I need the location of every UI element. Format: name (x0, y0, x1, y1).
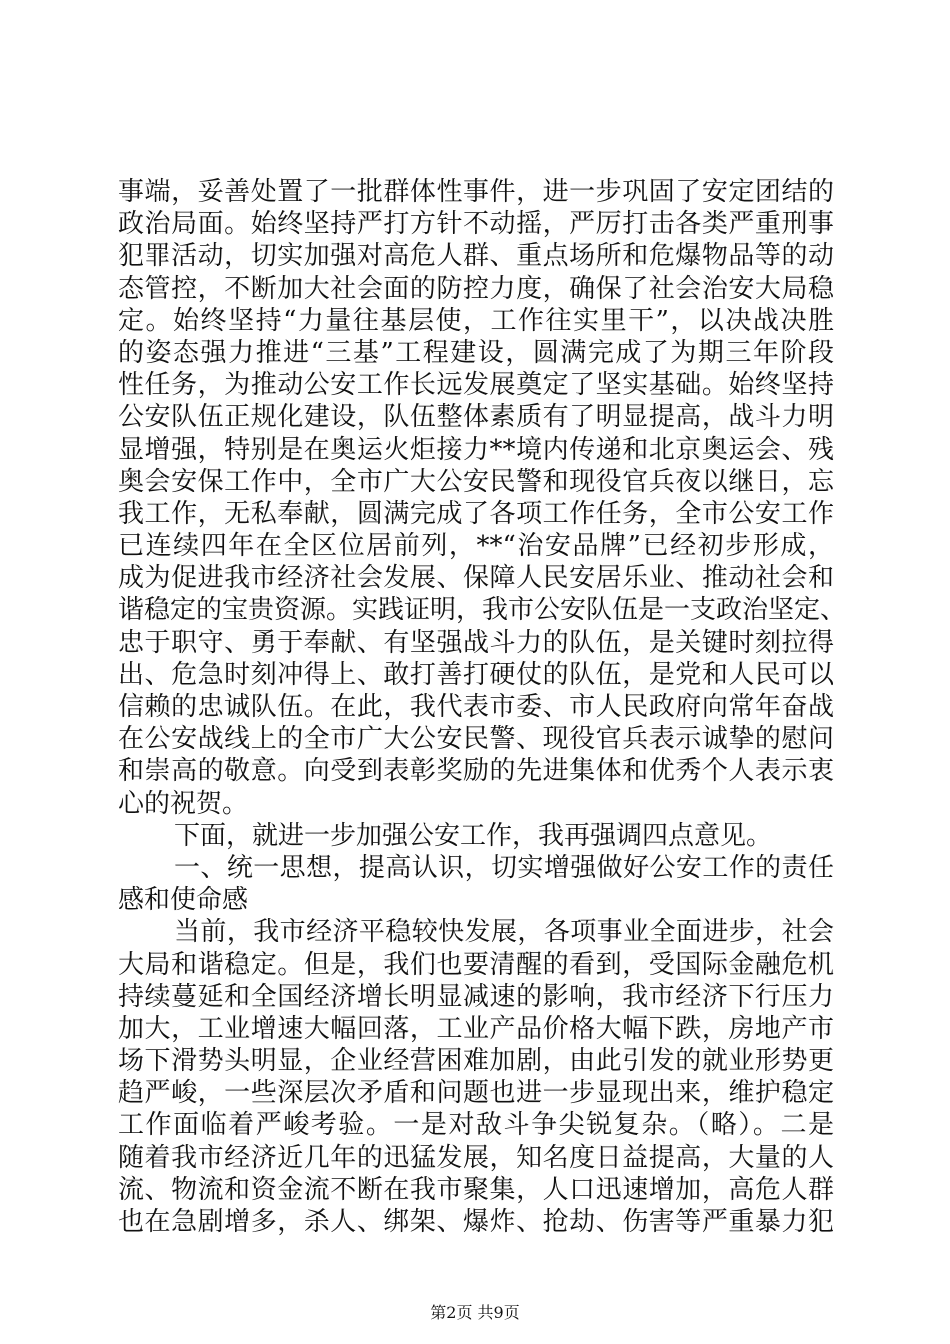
text-line: 性任务，为推动公安工作长远发展奠定了坚实基础。始终坚持 (118, 370, 834, 401)
text-line: 谐稳定的宝贵资源。实践证明，我市公安队伍是一支政治坚定、 (118, 595, 847, 626)
text-line: 奥会安保工作中，全市广大公安民警和现役官兵夜以继日，忘 (118, 466, 834, 497)
text-line: 场下滑势头明显，企业经营困难加剧，由此引发的就业形势更 (118, 1046, 834, 1077)
page-number: 第2页 共9页 (430, 1303, 520, 1322)
text-line: 和崇高的敬意。向受到表彰奖励的先进集体和优秀个人表示衷 (118, 756, 834, 787)
text-line: 忠于职守、勇于奉献、有坚强战斗力的队伍，是关键时刻拉得 (118, 627, 834, 658)
text-line: 趋严峻，一些深层次矛盾和问题也进一步显现出来，维护稳定 (118, 1078, 834, 1109)
text-line: 定。始终坚持“力量往基层使，工作往实里干”，以决战决胜 (118, 305, 834, 336)
text-line: 出、危急时刻冲得上、敢打善打硬仗的队伍，是党和人民可以 (118, 659, 834, 690)
text-line: 工作面临着严峻考验。一是对敌斗争尖锐复杂。（略）。二是 (118, 1110, 834, 1141)
text-line: 事端，妥善处置了一批群体性事件，进一步巩固了安定团结的 (118, 177, 834, 207)
section-heading-line: 一、统一思想，提高认识，切实增强做好公安工作的责任 (174, 852, 834, 883)
text-line: 也在急剧增多，杀人、绑架、爆炸、抢劫、伤害等严重暴力犯 (118, 1207, 834, 1237)
text-line: 随着我市经济近几年的迅猛发展，知名度日益提高，大量的人 (118, 1142, 834, 1173)
text-line: 流、物流和资金流不断在我市聚集，人口迅速增加，高危人群 (118, 1174, 834, 1205)
text-line: 持续蔓延和全国经济增长明显减速的影响，我市经济下行压力 (118, 981, 834, 1012)
text-line: 成为促进我市经济社会发展、保障人民安居乐业、推动社会和 (118, 563, 834, 594)
text-line: 在公安战线上的全市广大公安民警、现役官兵表示诚挚的慰问 (118, 724, 834, 755)
text-line: 显增强，特别是在奥运火炬接力**境内传递和北京奥运会、残 (118, 434, 834, 465)
text-line: 态管控，不断加大社会面的防控力度，确保了社会治安大局稳 (118, 273, 834, 304)
text-line: 公安队伍正规化建设，队伍整体素质有了明显提高，战斗力明 (118, 402, 834, 433)
text-line: 信赖的忠诚队伍。在此，我代表市委、市人民政府向常年奋战 (118, 692, 834, 722)
text-line: 大局和谐稳定。但是，我们也要清醒的看到，受国际金融危机 (118, 949, 834, 980)
text-line: 我工作，无私奉献，圆满完成了各项工作任务，全市公安工作 (118, 498, 834, 529)
text-line: 已连续四年在全区位居前列，**“治安品牌”已经初步形成， (118, 531, 834, 562)
text-line: 犯罪活动，切实加强对高危人群、重点场所和危爆物品等的动 (118, 241, 834, 272)
body-text (118, 176, 847, 1238)
text-line: 心的祝贺。 (118, 788, 249, 819)
section-heading-line: 感和使命感 (118, 885, 249, 916)
text-line: 政治局面。始终坚持严打方针不动摇，严厉打击各类严重刑事 (118, 209, 834, 240)
text-line: 加大，工业增速大幅回落，工业产品价格大幅下跌，房地产市 (118, 1013, 834, 1044)
text-line: 下面，就进一步加强公安工作，我再强调四点意见。 (174, 820, 773, 851)
text-line: 当前，我市经济平稳较快发展，各项事业全面进步，社会 (174, 917, 834, 948)
text-line: 的姿态强力推进“三基”工程建设，圆满完成了为期三年阶段 (118, 337, 834, 368)
